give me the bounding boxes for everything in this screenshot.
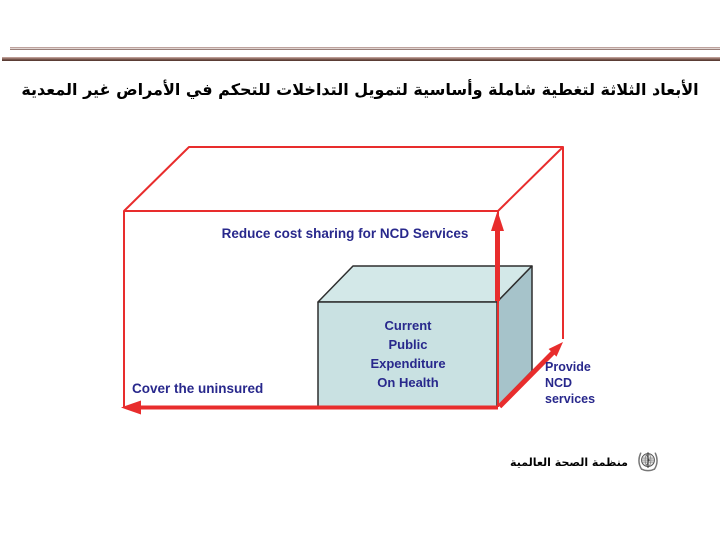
slide-title: الأبعاد الثلاثة لتغطية شاملة وأساسية لتمويل التداخلات للتحكم في الأمراض غير المعدية: [21, 80, 699, 99]
inner-cube-label-line-1: Current: [384, 318, 432, 333]
axis-label-cover-uninsured: Cover the uninsured: [132, 381, 264, 396]
inner-cube-label-line-2: Public: [388, 337, 428, 352]
who-emblem-icon: [637, 450, 659, 472]
inner-cube-label-line-4: On Health: [377, 375, 439, 390]
axis-label-reduce-cost-sharing: Reduce cost sharing for NCD Services: [221, 226, 469, 241]
axis-label-provide-line-1: Provide: [545, 360, 591, 374]
axis-label-provide-ncd-services: [545, 359, 595, 407]
axis-label-provide-line-2: NCD: [545, 376, 573, 390]
footer-org-name: منظمة الصحة العالمية: [510, 455, 628, 469]
footer: [510, 450, 659, 472]
inner-cube-label-line-3: Expenditure: [370, 356, 446, 371]
axis-label-provide-line-3: services: [545, 392, 596, 406]
inner-cube-label: [318, 316, 498, 392]
